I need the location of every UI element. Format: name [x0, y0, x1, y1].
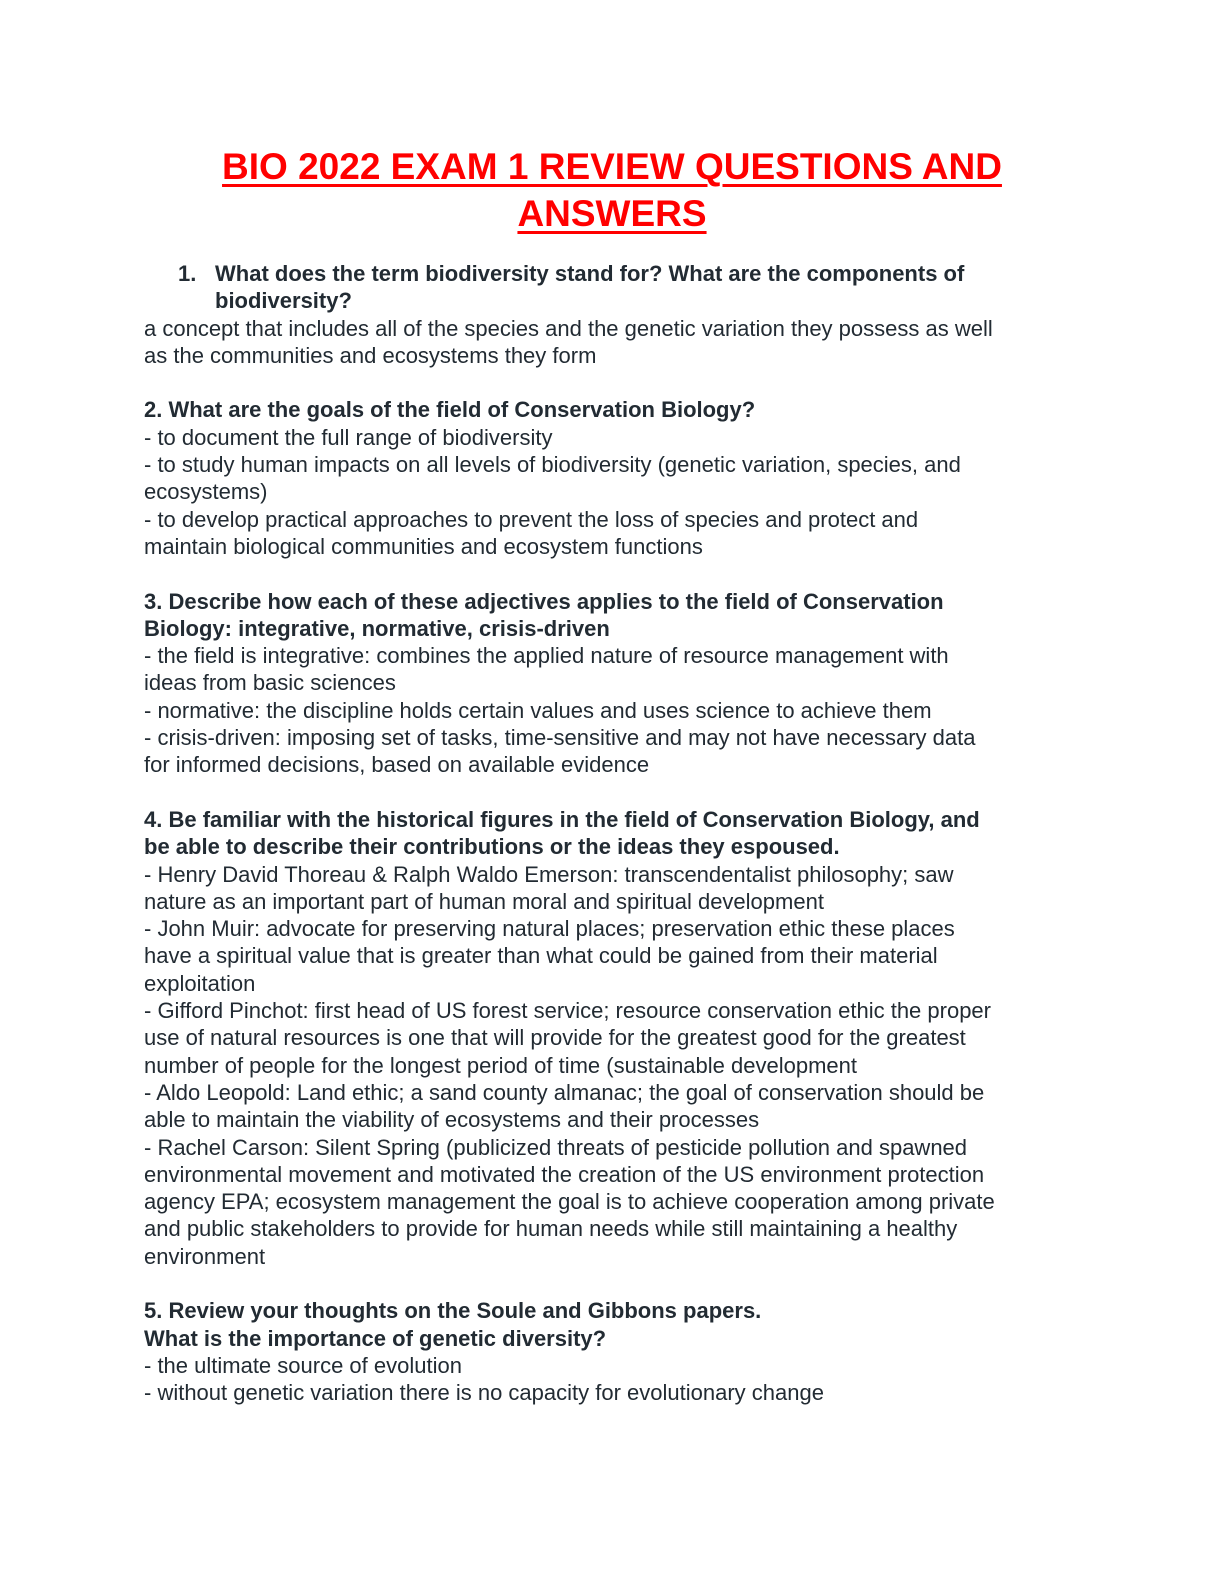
question-line: What is the importance of genetic diversity?: [144, 1325, 607, 1351]
answer-line: agency EPA; ecosystem management the goal is to achieve cooperation among private: [144, 1189, 995, 1215]
answer-line: - Rachel Carson: Silent Spring (publicized threats of pesticide pollution and spawned: [144, 1134, 968, 1160]
question-line: 3. Describe how each of these adjectives applies to the field of Conservation: [144, 588, 944, 614]
answer-line: - to document the full range of biodiversity: [144, 424, 553, 450]
answer-line: exploitation: [144, 970, 256, 996]
answer-line: - normative: the discipline holds certain values and uses science to achieve them: [144, 697, 932, 723]
question-1-text: [215, 260, 1084, 315]
answer-line: environmental movement and motivated the creation of the US environment protection: [144, 1161, 985, 1187]
answer-3: [144, 642, 1084, 778]
answer-line: use of natural resources is one that will provide for the greatest good for the greatest: [144, 1025, 966, 1051]
answer-line: - to study human impacts on all levels of biodiversity (genetic variation, species, and: [144, 452, 961, 478]
answer-line: - Aldo Leopold: Land ethic; a sand county almanac; the goal of conservation should be: [144, 1079, 985, 1105]
question-1: [178, 260, 1084, 315]
answer-line: - the field is integrative: combines the applied nature of resource management with: [144, 643, 949, 669]
answer-1: [144, 315, 1084, 370]
answer-line: for informed decisions, based on available evidence: [144, 752, 650, 778]
answer-line: as the communities and ecosystems they form: [144, 342, 597, 368]
answer-line: - John Muir: advocate for preserving natural places; preservation ethic these places: [144, 916, 955, 942]
answer-line: nature as an important part of human moral and spiritual development: [144, 888, 824, 914]
answer-2: [144, 424, 1084, 560]
question-4: [144, 806, 1084, 861]
answer-line: - crisis-driven: imposing set of tasks, time-sensitive and may not have necessary data: [144, 725, 976, 751]
answer-line: - to develop practical approaches to prevent the loss of species and protect and: [144, 506, 919, 532]
document-body: [144, 260, 1084, 1406]
question-line: be able to describe their contributions or the ideas they espoused.: [144, 834, 840, 860]
question-line: 4. Be familiar with the historical figures in the field of Conservation Biology, and: [144, 806, 980, 832]
question-2: [144, 396, 1084, 423]
question-line: Biology: integrative, normative, crisis-driven: [144, 615, 610, 641]
answer-line: ideas from basic sciences: [144, 670, 396, 696]
answer-line: and public stakeholders to provide for human needs while still maintaining a healthy: [144, 1216, 958, 1242]
question-line: 2. What are the goals of the field of Conservation Biology?: [144, 397, 756, 423]
answer-line: - Gifford Pinchot: first head of US forest service; resource conservation ethic the proper: [144, 998, 991, 1024]
answer-line: maintain biological communities and ecosystem functions: [144, 533, 703, 559]
answer-line: - Henry David Thoreau & Ralph Waldo Emerson: transcendentalist philosophy; saw: [144, 861, 954, 887]
answer-line: number of people for the longest period of time (sustainable development: [144, 1052, 857, 1078]
answer-line: a concept that includes all of the species and the genetic variation they possess as well: [144, 315, 993, 341]
answer-5: [144, 1352, 1084, 1407]
answer-line: ecosystems): [144, 479, 268, 505]
question-5: [144, 1297, 1084, 1352]
answer-line: able to maintain the viability of ecosystems and their processes: [144, 1107, 760, 1133]
title-line-1: BIO 2022 EXAM 1 REVIEW QUESTIONS AND: [222, 146, 1002, 187]
question-line: biodiversity?: [215, 288, 352, 314]
answer-line: environment: [144, 1243, 266, 1269]
question-line: What does the term biodiversity stand for? What are the components of: [215, 261, 965, 286]
answer-line: have a spiritual value that is greater than what could be gained from their material: [144, 943, 938, 969]
answer-4: [144, 861, 1084, 1270]
answer-line: - without genetic variation there is no capacity for evolutionary change: [144, 1380, 824, 1406]
question-1-number: 1.: [178, 261, 197, 286]
document-title: [110, 143, 1114, 237]
question-3: [144, 588, 1084, 643]
answer-line: - the ultimate source of evolution: [144, 1352, 462, 1378]
question-line: 5. Review your thoughts on the Soule and Gibbons papers.: [144, 1298, 762, 1324]
title-line-2: ANSWERS: [517, 193, 707, 234]
